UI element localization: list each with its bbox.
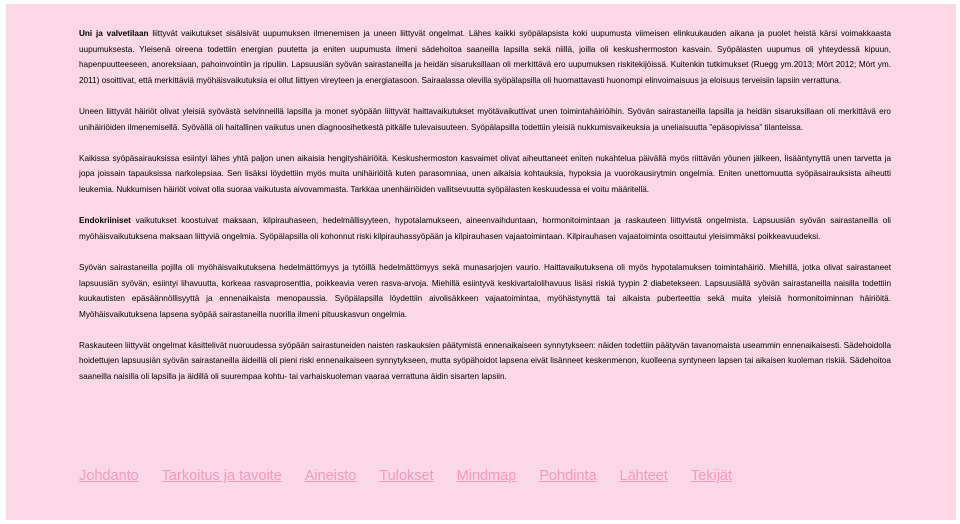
paragraph-text: liittyvät vaikutukset sisälsivät uupumuksen ilmenemisen ja uneen liittyvät ongelmat. Lähes kaikki syöpälapsista koki uupumusta viimeisen elinkuukauden aikana ja puolet heistä kärsi voimakkaasta uupumuksesta. Yleisenä oireena todettiin energian puutetta ja eniten uupumusta ilmeni sädehoitoa saaneilla lapsilla sekä niillä, joilla oli keskushermoston kasvain. Syöpälasten uupumus oli yhteydessä kipuun, hapenpuutteeseen, anoreksiaan, pahoinvointiin ja ripuliin. Lapsuusiän syövän sairastaneilla ja heidän sisaruksillaan oli merkittävä ero uupumuksen riskitekijöissä. Kuitenkin tutkimukset (Ruegg ym.2013; Mört 2012; Mört ym. 2011) osoittivat, että merkittäviä myöhäisvaikutuksia ei ollut liittyen vireyteen ja energiatasoon. Sairaalassa olevilla syöpälapsilla oli huomattavasti huonompi elinvoimaisuus ja eloisuus terveisiin lapsiin verrattuna. bbox=[79, 29, 891, 85]
paragraph-sleep-disorders bbox=[79, 104, 891, 135]
paragraph-sleep bbox=[79, 26, 891, 88]
paragraph-breathing bbox=[79, 151, 891, 198]
nav-link-mindmap[interactable]: Mindmap bbox=[456, 468, 517, 484]
results-text bbox=[79, 26, 891, 385]
paragraph-text: Uneen liittyvät häiriöt olivat yleisiä syövästä selvinneillä lapsilla ja monet syöpään liittyvät haittavaikutukset myötävaikuttivat unen toimintahäiriöihin. Syövän sairastaneilla lapsilla ja heidän sisaruksillaan oli merkittävä ero unihäiriöiden ilmenemisellä. Syövällä oli haitallinen vaikutus unen diagnoosihetkestä pitkälle tulevaisuuteen. Syöpälapsilla todettiin yleisiä nukkumisvaikeuksia ja uneliaisuutta ”epäsopivissa” tilanteissa. bbox=[79, 106, 891, 132]
paragraph-pregnancy bbox=[79, 338, 891, 385]
nav-link-pohdinta[interactable]: Pohdinta bbox=[539, 468, 597, 484]
paragraph-fertility bbox=[79, 260, 891, 322]
paragraph-text: vaikutukset koostuivat maksaan, kilpirauhaseen, hedelmällisyyteen, hypotalamukseen, aineenvaihduntaan, hormonitoimintaan ja raskauteen liittyvistä ongelmista. Lapsuusiän syövän sairastaneilla oli myöhäisvaikutuksena maksaan liittyviä ongelmia. Syöpälapsilla oli kohonnut riski kilpirauhassyöpään ja kilpirauhasen vajaatoimintaan. Kilpirauhasen vajaatoiminta osoittautui yleisimmäksi poikkeavuudeksi. bbox=[79, 216, 891, 241]
page-area bbox=[6, 4, 956, 520]
nav-link-lahteet[interactable]: Lähteet bbox=[619, 468, 668, 484]
nav-link-tulokset[interactable]: Tulokset bbox=[379, 468, 434, 484]
paragraph-text: Raskauteen liittyvät ongelmat käsittelivät nuoruudessa syöpään sairastuneiden naisten raskauksien päätymistä ennenaikaiseen synnytykseen: näiden todettiin päätyvän tavanomaista useammin ennenaikaisesti. Sädehoidolla hoidettujen lapsuusiän syövän sairastaneilla äideillä oli pieni riski ennenaikaiseen synnytykseen, mutta syöpähoidot lapsena eivät lisänneet keskenmenon, kuolleena syntyneen lapsen tai aikaisen kuoleman riskiä. Sädehoitoa saaneilla naisilla oli lapsilla ja äidillä oli suurempaa kohtu- tai varhaiskuoleman vaaraa verrattuna äidin sisarten lapsiin. bbox=[79, 340, 891, 382]
nav-link-tekijat[interactable]: Tekijät bbox=[690, 468, 733, 484]
nav-link-aineisto[interactable]: Aineisto bbox=[304, 468, 357, 484]
paragraph-endocrine bbox=[79, 213, 891, 244]
paragraph-heading: Uni ja valvetilaan bbox=[79, 29, 149, 38]
paragraph-text: Kaikissa syöpäsairauksissa esiintyi lähes yhtä paljon unen aikaisia hengityshäiriöitä. Keskushermoston kasvaimet olivat aiheuttaneet eniten nukahtelua päivällä myös riittävän yöunen jälkeen, lisääntynyttä unen tarvetta ja jopa joissain tapauksissa narkolepsiaa. Sen lisäksi löydettiin myös muita unihäiriöitä kuten parasomniaa, unen aikaisia kohtauksia, hypoksia ja vuorokausirytmin ongelmia. Eniten unettomuutta syöpäsairauksista aiheutti leukemia. Nukkumisen häiriöt voivat olla suoraa vaikutusta aivovammasta. Tarkkaa unenhäiriöiden vallitsevuutta syöpälasten keskuudessa ei voitu määritellä. bbox=[79, 153, 891, 194]
paragraph-text: Syövän sairastaneilla pojilla oli myöhäisvaikutuksena hedelmättömyys ja tytöillä hedelmättömyys sekä munasarjojen vaurio. Haittavaikutuksena oli myös hypotalamuksen toimintahäiriö. Miehillä, jotka olivat sairastaneet lapsuusiän syövän, esiintyi lihavuutta, korkeaa rasvaprosenttia, poikkeavia veren rasva-arvoja. Miehillä esiintyvä keskivartalolihavuus lisäsi riskiä tyypin 2 diabetekseen. Lapsuusiällä syövän sairastaneilla naisilla todettiin kuukautisten epäsäännöllisyyttä ja ennenaikaista menopaussia. Syöpälapsilla löydettiin aivolisäkkeen vajaatoimintaa, myöhästynyttä tai aikaista puberteettia sekä muita yleisiä hormonitoiminnan häiriöitä. Myöhäisvaikutuksena lapsena syöpää sairastaneilla nuorilla ilmeni pituuskasvun ongelmia. bbox=[79, 262, 891, 319]
bottom-nav bbox=[79, 467, 879, 485]
paragraph-heading: Endokriiniset bbox=[79, 216, 131, 226]
nav-link-tarkoitus[interactable]: Tarkoitus ja tavoite bbox=[161, 468, 282, 484]
nav-link-johdanto[interactable]: Johdanto bbox=[79, 468, 139, 484]
